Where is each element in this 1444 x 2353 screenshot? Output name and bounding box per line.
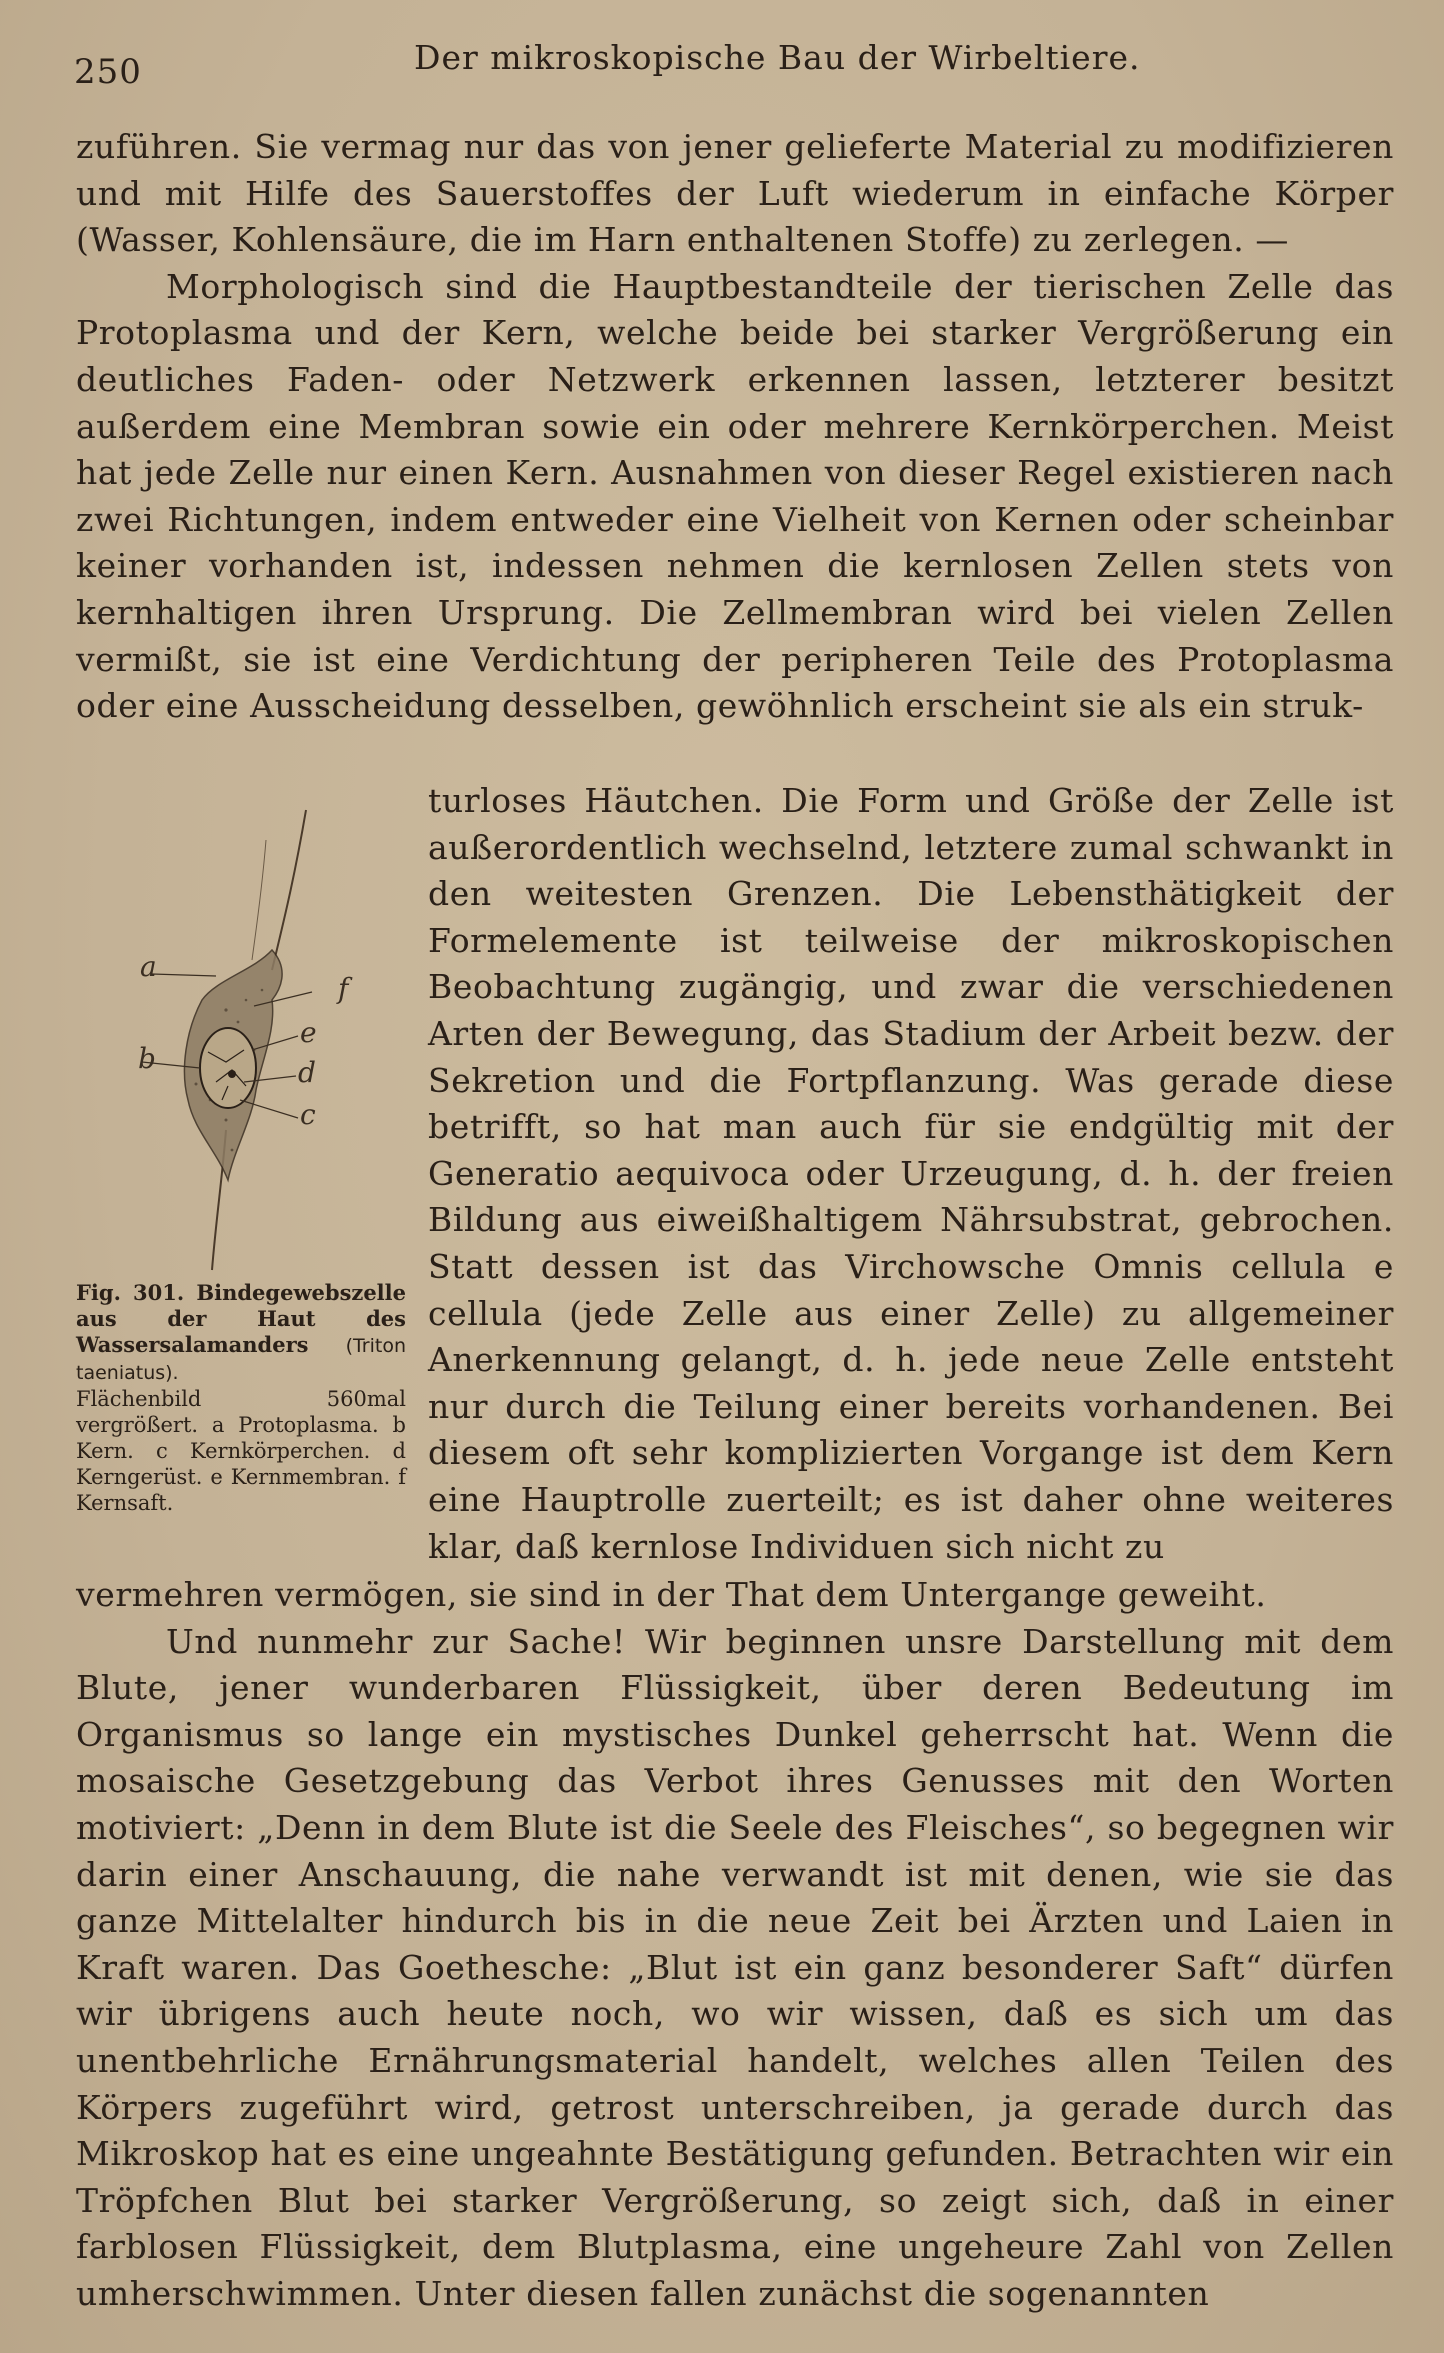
caption-body: Flächenbild 560mal vergrößert. a Protoplasma. b Kern. c Kernkörperchen. d Kerngerüst. e Kernmembran. f Kernsaft.: [76, 1387, 406, 1515]
cell-illustration: [76, 800, 416, 1280]
paragraph-side: turloses Häutchen. Die Form und Größe der Zelle ist außerordentlich wechselnd, letztere zumal schwankt in den weitesten Grenzen. Die Lebensthätigkeit der Formelemente ist teilweise der mikroskopischen Beobachtung zugängig, und zwar die verschiedenen Arten der Bewegung, das Stadium der Arbeit bezw. der Sekretion und die Fortpflanzung. Was gerade diese betrifft, so hat man auch für sie endgültig mit der Generatio aequivoca oder Urzeugung, d. h. der freien Bildung aus eiweißhaltigem Nährsubstrat, gebrochen. Statt dessen ist das Virchowsche Omnis cellula e cellula (jede Zelle aus einer Zelle) zu allgemeiner Anerkennung gelangt, d. h. jede neue Zelle entsteht nur durch die Teilung einer bereits vorhandenen. Bei diesem oft sehr komplizierten Vorgange ist dem Kern eine Hauptrolle zuerteilt; es ist daher ohne weiteres klar, daß kernlose Individuen sich nicht zu: [428, 781, 1394, 1566]
figure-label-e: e: [300, 1016, 317, 1049]
figure-label-b: b: [138, 1042, 156, 1075]
figure-label-c: c: [300, 1098, 316, 1131]
text-block-beside-figure: [428, 778, 1394, 1570]
figure-label-d: d: [298, 1056, 316, 1089]
caption-title: Fig. 301. Bindegewebszelle aus der Haut des Wassersalamanders: [76, 1280, 406, 1357]
page-header: [74, 38, 1394, 92]
figure-label-a: a: [140, 950, 157, 983]
figure-caption: [76, 1280, 406, 1516]
paragraph-continuation: zuführen. Sie vermag nur das von jener gelieferte Material zu modifizieren und mit Hilfe des Sauerstoffes der Luft wiederum in einfache Körper (Wasser, Kohlensäure, die im Harn enthaltenen Stoffe) zu zerlegen. —: [76, 127, 1394, 260]
paragraph-morphology: Morphologisch sind die Hauptbestandteile der tierischen Zelle das Protoplasma und der Kern, welche beide bei starker Vergrößerung ein deutliches Faden- oder Netzwerk erkennen lassen, letzterer besitzt außerdem eine Membran sowie ein oder mehrere Kernkörperchen. Meist hat jede Zelle nur einen Kern. Ausnahmen von dieser Regel existieren nach zwei Richtungen, indem entweder eine Vielheit von Kernen oder scheinbar keiner vorhanden ist, indessen nehmen die kernlosen Zellen stets von kernhaltigen ihren Ursprung. Die Zellmembran wird bei vielen Zellen vermißt, sie ist eine Verdichtung der peripheren Teile des Protoplasma oder eine Ausscheidung desselben, gewöhnlich erscheint sie als ein struk-: [76, 266, 1394, 726]
figure-connective-tissue-cell: [76, 800, 416, 1280]
figure-label-f: f: [338, 972, 349, 1005]
page-number: 250: [74, 52, 142, 92]
caption-scientific-name: (Triton taeniatus).: [76, 1335, 406, 1384]
paragraph-blood: Und nunmehr zur Sache! Wir beginnen unsre Darstellung mit dem Blute, jener wunderbaren Flüssigkeit, über deren Bedeutung im Organismus so lange ein mystisches Dunkel geherrscht hat. Wenn die mosaische Gesetzgebung das Verbot ihres Genusses mit den Worten motiviert: „Denn in dem Blute ist die Seele des Fleisches“, so begegnen wir darin einer Anschauung, die nahe verwandt ist mit denen, wie sie das ganze Mittelalter hindurch bis in die neue Zeit bei Ärzten und Laien in Kraft waren. Das Goethesche: „Blut ist ein ganz besonderer Saft“ dürfen wir übrigens auch heute noch, wo wir wissen, daß es sich um das unentbehrliche Ernährungsmaterial handelt, welches allen Teilen des Körpers zugeführt wird, getrost unterschreiben, ja gerade durch das Mikroskop hat es eine ungeahnte Bestätigung gefunden. Betrachten wir ein Tröpfchen Blut bei starker Vergrößerung, so zeigt sich, daß in einer farblosen Flüssigkeit, dem Blutplasma, eine ungeheure Zahl von Zellen umherschwimmen. Unter diesen fallen zunächst die sogenannten: [76, 1621, 1394, 2313]
paragraph-end-line: vermehren vermögen, sie sind in der That dem Untergange geweiht.: [76, 1575, 1267, 1614]
running-head: Der mikroskopische Bau der Wirbeltiere.: [414, 38, 1141, 77]
text-block-bottom: [76, 1572, 1394, 2318]
text-block-top: [76, 124, 1394, 730]
